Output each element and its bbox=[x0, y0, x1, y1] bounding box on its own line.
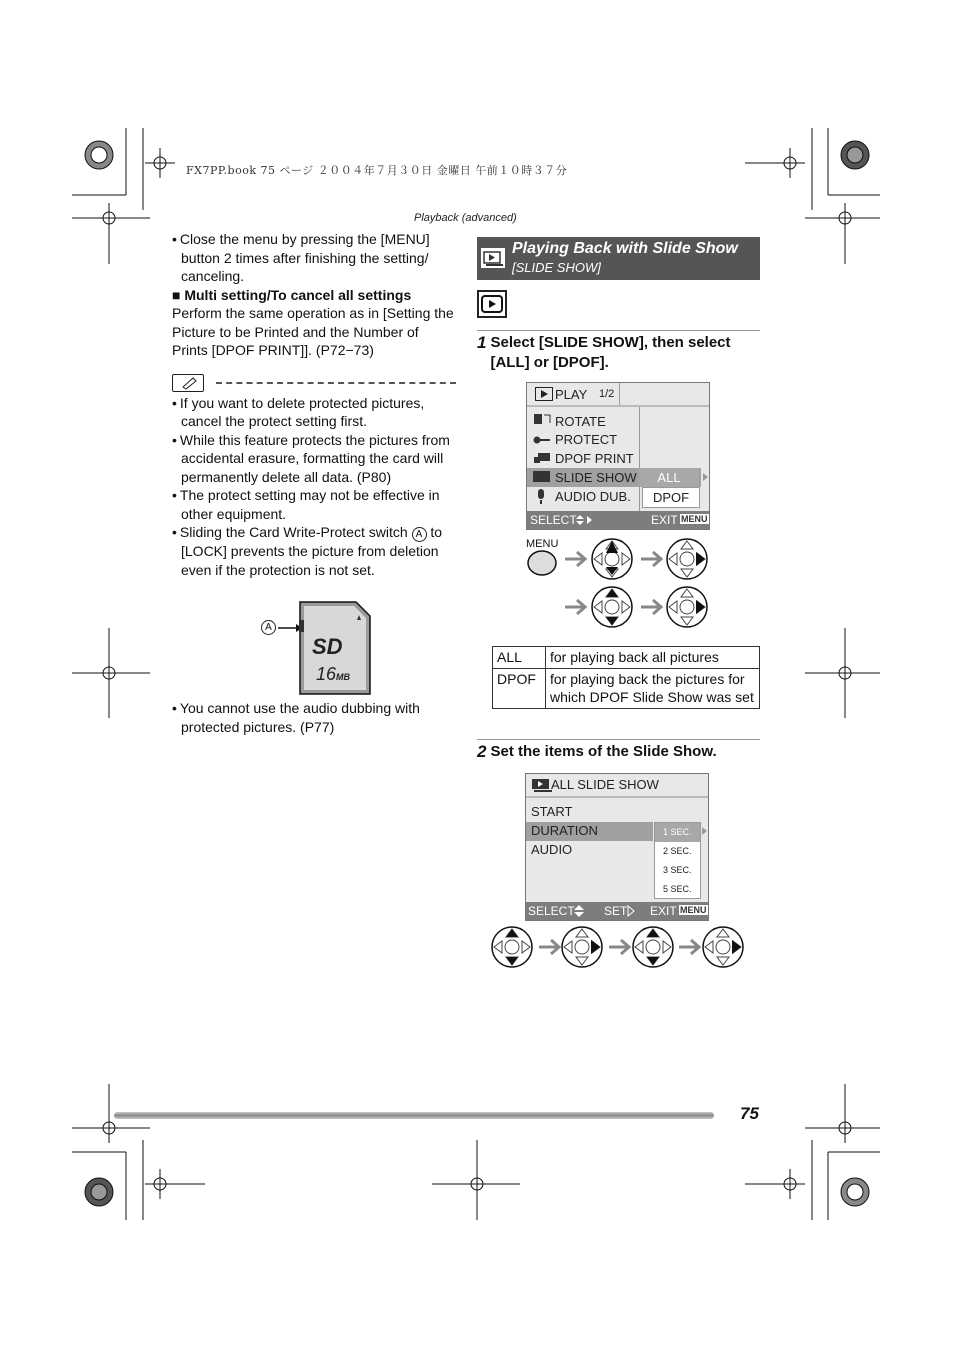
table-cell-option: ALL bbox=[493, 647, 546, 669]
step-2-text: Set the items of the Slide Show. bbox=[490, 743, 717, 760]
note-bullet: • The protect setting may not be effective in other equipment. bbox=[172, 486, 456, 523]
play-menu-screen bbox=[526, 382, 710, 530]
lock-text-before: Sliding the Card Write-Protect switch bbox=[179, 524, 412, 540]
card-capacity bbox=[316, 664, 350, 685]
multi-setting-heading: ■ Multi setting/To cancel all settings bbox=[172, 286, 412, 303]
menu-item-slide-show[interactable]: SLIDE SHOW bbox=[555, 470, 637, 485]
slideshow-icon bbox=[481, 248, 505, 268]
playback-mode-icon bbox=[477, 290, 507, 318]
section-subtitle: [SLIDE SHOW] bbox=[512, 260, 601, 275]
step-1-number: 1 bbox=[477, 333, 487, 352]
sd-logo: SD bbox=[312, 634, 343, 659]
note-divider bbox=[172, 374, 456, 392]
footer-bar bbox=[114, 1112, 714, 1119]
menu-item-protect[interactable]: PROTECT bbox=[555, 432, 618, 447]
marker-a-label: A bbox=[261, 620, 276, 635]
note-bullet: • If you want to delete protected pictures, cancel the protect setting first. bbox=[172, 394, 456, 431]
footer-exit: EXIT bbox=[651, 513, 678, 527]
note-bullet: • While this feature protects the pictures from accidental erasure, formatting the card will permanently delete all data. (P80) bbox=[172, 431, 456, 487]
footer-set: SET bbox=[604, 904, 628, 918]
arrow-right-icon bbox=[701, 826, 709, 836]
duration-options bbox=[654, 822, 701, 899]
setting-duration[interactable]: DURATION bbox=[531, 823, 598, 838]
duration-option[interactable]: 5 SEC. bbox=[663, 884, 692, 894]
footer-menu-badge: MENU bbox=[680, 905, 707, 915]
card-capacity-number: 16 bbox=[316, 664, 337, 684]
table-row bbox=[493, 668, 760, 708]
audio-dub-bullet: • You cannot use the audio dubbing with protected pictures. (P77) bbox=[172, 699, 456, 736]
footer-menu-badge: MENU bbox=[681, 514, 708, 524]
menu-button-icon bbox=[528, 551, 556, 575]
step-2-number: 2 bbox=[477, 742, 487, 761]
table-cell-option: DPOF bbox=[493, 668, 546, 708]
section-title-box bbox=[477, 237, 760, 280]
up-down-arrows-icon bbox=[573, 905, 585, 917]
button-sequence-1 bbox=[526, 537, 726, 632]
close-menu-bullet: • Close the menu by pressing the [MENU] button 2 times after finishing the setting/ canceling. bbox=[172, 230, 456, 286]
setting-audio[interactable]: AUDIO bbox=[531, 842, 573, 857]
divider bbox=[477, 739, 760, 740]
multi-setting-text: Perform the same operation as in [Setting the Picture to be Printed and the Number of Prints [DPOF PRINT]]. (P72−73) bbox=[172, 305, 454, 358]
menu-item-audio-dub[interactable]: AUDIO DUB. bbox=[555, 489, 631, 504]
table-cell-description: for playing back the pictures for which DPOF Slide Show was set bbox=[546, 668, 760, 708]
lock-text-after: to [LOCK] prevents the picture from deletion even if the protection is not set. bbox=[181, 524, 443, 578]
page-number: 75 bbox=[740, 1104, 759, 1123]
dashed-line bbox=[216, 382, 456, 384]
duration-option[interactable]: 1 SEC. bbox=[655, 823, 700, 842]
option-dpof[interactable]: DPOF bbox=[642, 487, 700, 508]
footer-exit: EXIT bbox=[650, 904, 677, 918]
screen2-header: ALL SLIDE SHOW bbox=[551, 777, 659, 792]
marker-a: A bbox=[412, 527, 427, 542]
step-2 bbox=[477, 742, 760, 762]
right-arrow-icon bbox=[627, 905, 635, 917]
duration-option[interactable]: 3 SEC. bbox=[663, 865, 692, 875]
footer-select: SELECT bbox=[528, 904, 575, 918]
menu-item-icons bbox=[532, 411, 554, 515]
footer-select: SELECT bbox=[530, 513, 577, 527]
section-title: Playing Back with Slide Show bbox=[512, 240, 738, 257]
section-header: Playback (advanced) bbox=[414, 212, 517, 224]
left-column bbox=[172, 230, 456, 579]
play-tab-page: 1/2 bbox=[599, 388, 615, 400]
play-tab-label: PLAY bbox=[555, 387, 588, 402]
step-1-text: Select [SLIDE SHOW], then select [ALL] or [DPOF]. bbox=[490, 334, 731, 371]
slide-show-settings-screen bbox=[525, 773, 709, 921]
play-tab bbox=[527, 383, 620, 406]
option-all[interactable]: ALL bbox=[639, 468, 699, 487]
note-icon bbox=[172, 374, 204, 392]
setting-start[interactable]: START bbox=[531, 804, 573, 819]
slideshow-icon bbox=[531, 778, 553, 792]
menu-item-dpof-print[interactable]: DPOF PRINT bbox=[555, 451, 634, 466]
print-header: FX7PP.book 75 ページ ２００４年７月３０日 金曜日 午前１０時３７分 bbox=[186, 164, 568, 177]
table-cell-description: for playing back all pictures bbox=[546, 647, 760, 669]
audio-dub-note bbox=[172, 699, 456, 736]
button-sequence-2 bbox=[488, 922, 748, 972]
arrow-right-icon bbox=[702, 472, 710, 482]
screen-footer bbox=[526, 902, 708, 920]
card-capacity-unit: MB bbox=[336, 672, 351, 682]
screen-footer bbox=[527, 511, 709, 529]
menu-button-label: MENU bbox=[526, 538, 559, 550]
table-row bbox=[493, 647, 760, 669]
option-table bbox=[492, 646, 760, 709]
divider bbox=[477, 330, 760, 331]
step-1 bbox=[477, 333, 760, 373]
lock-switch-bullet bbox=[172, 523, 456, 579]
duration-option[interactable]: 2 SEC. bbox=[663, 846, 692, 856]
menu-item-rotate[interactable]: ROTATE bbox=[555, 414, 606, 429]
play-icon bbox=[535, 387, 553, 401]
select-arrows-icon bbox=[575, 514, 593, 526]
